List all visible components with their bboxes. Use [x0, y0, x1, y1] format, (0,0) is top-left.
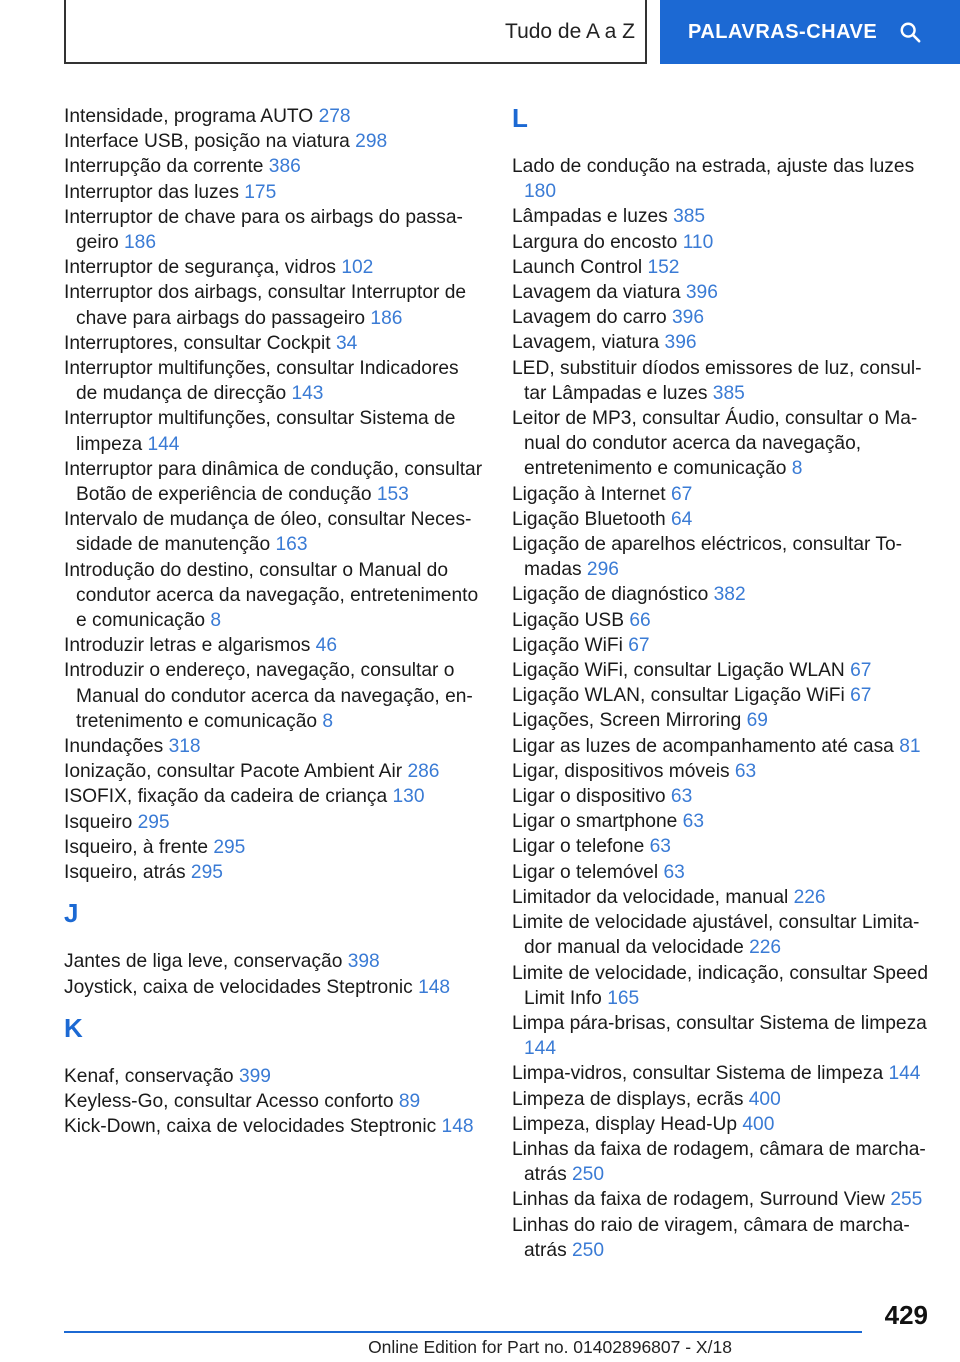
index-entry-text: Lado de condução na estrada, ajuste das luzes	[512, 156, 915, 177]
index-entry	[64, 633, 484, 658]
index-entry	[64, 255, 484, 280]
index-entry-text: Ligação de diagnóstico	[512, 584, 714, 606]
index-entry	[64, 860, 484, 885]
index-entry	[64, 759, 484, 784]
page-link[interactable]: 400	[748, 1088, 781, 1110]
footer-edition: Online Edition for Part no. 01402896807 - X/18	[368, 1337, 732, 1357]
index-entry	[64, 835, 484, 860]
index-entry-text: Introdução do destino, consultar o Manual do condutor acerca da navegação, entretenimento e comunicação	[64, 559, 479, 632]
page-link[interactable]: 110	[682, 231, 714, 253]
index-list-k	[64, 1064, 484, 1140]
index-entry-text: Joystick, caixa de velocidades Steptronic	[64, 976, 419, 998]
index-entry	[512, 507, 932, 532]
page-link[interactable]: 165	[607, 987, 640, 1009]
index-entry-text: Interface USB, posição na viatura	[64, 131, 356, 153]
index-entry	[512, 910, 932, 960]
index-entry	[512, 532, 932, 582]
index-column-right	[512, 104, 932, 1263]
page-link[interactable]: 8	[210, 610, 222, 632]
index-entry-text: Interruptor para dinâmica de condução, consultar Botão de experiência de condução	[64, 458, 483, 506]
page-link[interactable]: 295	[190, 862, 223, 884]
section-letter-k: K	[64, 1012, 83, 1043]
page-link[interactable]: 8	[791, 458, 803, 480]
index-entry	[512, 759, 932, 784]
page-link[interactable]: 67	[670, 483, 693, 505]
index-entry	[512, 633, 932, 658]
index-entry-text: Ionização, consultar Pacote Ambient Air	[64, 761, 408, 783]
page-link[interactable]: 148	[418, 976, 451, 998]
index-entry	[64, 104, 484, 129]
index-entry	[512, 406, 932, 482]
index-entry-text: Limite de velocidade ajustável, consultar Limitador manual da velocidade	[512, 912, 920, 959]
index-entry-text: Ligação de aparelhos eléctricos, consultar Tomadas	[512, 534, 903, 581]
index-entry-text: Launch Control	[512, 256, 648, 278]
index-entry	[512, 280, 932, 305]
index-entry-text: ISOFIX, fixação da cadeira de criança	[64, 786, 393, 808]
page-link[interactable]: 298	[355, 131, 388, 153]
page-link[interactable]: 8	[322, 710, 334, 732]
index-entry-text: Interruptor multifunções, consultar Indicadores de mudança de direcção	[64, 358, 459, 405]
tab-keywords-label: PALAVRAS-CHAVE	[688, 20, 878, 43]
index-list-l	[512, 154, 932, 1263]
page-link[interactable]: 130	[392, 786, 425, 808]
index-entry-text: Kenaf, conservação	[64, 1065, 239, 1087]
index-entry	[64, 658, 484, 734]
page-link[interactable]: 163	[275, 534, 308, 556]
index-entry-text: Kick-Down, caixa de velocidades Steptronic	[64, 1116, 442, 1138]
page-link[interactable]: 180	[524, 181, 557, 203]
index-entry	[512, 658, 932, 683]
index-entry-text: LED, substituir díodos emissores de luz, consultar Lâmpadas e luzes	[512, 357, 922, 404]
index-entry-text: Limpa-vidros, consultar Sistema de limpeza	[512, 1063, 889, 1085]
index-entry	[512, 230, 932, 255]
index-entry	[512, 809, 932, 834]
page-link[interactable]: 385	[673, 206, 706, 228]
index-entry-text: Lavagem do carro	[512, 307, 672, 329]
index-entry	[512, 255, 932, 280]
index-entry-text: Lavagem da viatura	[512, 282, 686, 304]
index-entry-text: Ligar, dispositivos móveis	[512, 760, 735, 782]
page-link[interactable]: 144	[888, 1063, 921, 1085]
index-entry	[64, 280, 484, 330]
page-link[interactable]: 143	[291, 383, 324, 405]
index-entry	[512, 356, 932, 406]
search-icon	[899, 21, 921, 43]
page-link[interactable]: 226	[793, 886, 826, 908]
index-entry	[64, 129, 484, 154]
page-link[interactable]: 64	[670, 508, 693, 530]
index-entry-text: Inundações	[64, 736, 169, 758]
page-link[interactable]: 250	[572, 1239, 605, 1261]
page-link[interactable]: 81	[899, 735, 921, 757]
page-link[interactable]: 286	[407, 761, 440, 783]
index-entry	[64, 1064, 484, 1089]
index-entry	[64, 810, 484, 835]
page-link[interactable]: 144	[147, 433, 180, 455]
index-entry-text: Interruptor de chave para os airbags do passageiro	[64, 206, 463, 254]
index-entry	[512, 154, 932, 204]
index-entry	[512, 961, 932, 1011]
index-list-j	[64, 949, 484, 999]
index-entry-text: Limpa pára-brisas, consultar Sistema de limpeza	[512, 1012, 927, 1034]
index-entry	[512, 784, 932, 809]
index-entry-text: Interruptores, consultar Cockpit	[64, 332, 336, 354]
index-entry	[512, 608, 932, 633]
index-entry	[512, 708, 932, 733]
index-entry	[64, 558, 484, 634]
index-entry	[512, 305, 932, 330]
index-entry-text: Ligar o telefone	[512, 836, 650, 858]
index-entry-text: Interruptor de segurança, vidros	[64, 257, 342, 279]
index-entry-text: Isqueiro, à frente	[64, 836, 214, 858]
index-entry	[64, 1089, 484, 1114]
index-entry-text: Ligar as luzes de acompanhamento até casa	[512, 735, 900, 757]
index-entry	[512, 482, 932, 507]
index-entry	[64, 205, 484, 255]
index-entry-text: Ligação USB	[512, 609, 630, 631]
index-entry-text: Introduzir o endereço, navegação, consultar o Manual do condutor acerca da navegação, entretenimento e comunicação	[64, 660, 473, 732]
index-entry	[512, 734, 932, 759]
page-link[interactable]: 295	[137, 811, 170, 833]
page-link[interactable]: 63	[670, 786, 693, 808]
page-link[interactable]: 148	[441, 1116, 474, 1138]
page-link[interactable]: 255	[890, 1189, 923, 1211]
index-entry	[512, 1213, 932, 1263]
index-entry-text: Interrupção da corrente	[64, 156, 269, 178]
index-entry-text: Introduzir letras e algarismos	[64, 635, 316, 657]
page-link[interactable]: 175	[244, 181, 277, 203]
page-link[interactable]: 399	[238, 1065, 271, 1087]
page-link[interactable]: 67	[850, 660, 872, 682]
index-entry	[64, 154, 484, 179]
page-link[interactable]: 153	[376, 484, 409, 506]
index-entry	[512, 204, 932, 229]
section-letter-l: L	[512, 103, 528, 133]
index-entry	[64, 507, 484, 557]
footer-rule	[64, 1331, 862, 1333]
index-entry	[64, 180, 484, 205]
index-entry-text: Linhas do raio de viragem, câmara de marcha-atrás	[512, 1214, 910, 1261]
index-entry-text: Ligar o dispositivo	[512, 786, 671, 808]
page-link[interactable]: 63	[734, 760, 757, 782]
page-link[interactable]: 186	[370, 307, 403, 329]
section-letter-j: J	[64, 898, 79, 929]
index-list-i	[64, 104, 484, 885]
page-link[interactable]: 144	[524, 1038, 557, 1060]
page-link[interactable]: 226	[749, 937, 782, 959]
index-entry-text: Intervalo de mudança de óleo, consultar Necessidade de manutenção	[64, 509, 472, 556]
page-link[interactable]: 278	[318, 106, 351, 127]
page-link[interactable]: 295	[213, 836, 246, 858]
index-entry-text: Interruptor dos airbags, consultar Interruptor de chave para airbags do passageiro	[64, 282, 467, 329]
index-entry-text: Isqueiro	[64, 811, 138, 833]
index-entry	[512, 1011, 932, 1061]
page-link[interactable]: 63	[663, 861, 685, 883]
index-entry-text: Jantes de liga leve, conservação	[64, 951, 348, 973]
index-entry-text: Largura do encosto	[512, 231, 683, 253]
index-entry-text: Ligação WLAN, consultar Ligação WiFi	[512, 685, 851, 707]
index-column-left	[64, 104, 484, 1139]
index-entry	[64, 784, 484, 809]
page-link[interactable]: 67	[850, 685, 872, 707]
page-link[interactable]: 385	[712, 382, 745, 404]
page-link[interactable]: 63	[649, 836, 671, 858]
page-link[interactable]: 186	[124, 232, 157, 254]
index-entry	[64, 406, 484, 456]
index-entry	[512, 1087, 932, 1112]
index-entry	[512, 330, 932, 355]
index-entry-text: Interruptor das luzes	[64, 181, 245, 203]
page-link[interactable]: 152	[647, 256, 680, 278]
page-link[interactable]: 89	[398, 1090, 421, 1112]
index-entry-text: Limite de velocidade, indicação, consultar Speed Limit Info	[512, 962, 928, 1009]
page-link[interactable]: 250	[572, 1164, 605, 1186]
page-link[interactable]: 400	[742, 1113, 775, 1135]
index-entry-text: Limpeza de displays, ecrãs	[512, 1088, 749, 1110]
page-link[interactable]: 34	[335, 332, 358, 354]
index-entry	[512, 1187, 932, 1212]
page-link[interactable]: 46	[315, 635, 338, 657]
page-link[interactable]: 396	[671, 307, 704, 329]
index-entry-text: Ligações, Screen Mirroring	[512, 710, 747, 732]
page-link[interactable]: 67	[628, 634, 650, 656]
index-entry	[512, 1112, 932, 1137]
page-link[interactable]: 386	[268, 156, 301, 178]
tab-a-to-z-label: Tudo de A a Z	[505, 20, 635, 43]
tab-keywords[interactable]	[660, 0, 960, 64]
index-entry-text: Limpeza, display Head-Up	[512, 1113, 743, 1135]
page-link[interactable]: 102	[341, 257, 374, 279]
index-entry	[512, 582, 932, 607]
index-entry-text: Lavagem, viatura	[512, 332, 665, 354]
page-link[interactable]: 63	[682, 811, 704, 833]
index-entry	[512, 885, 932, 910]
index-entry	[64, 949, 484, 974]
index-entry	[512, 1061, 932, 1086]
index-entry-text: Lâmpadas e luzes	[512, 206, 674, 228]
index-entry	[64, 331, 484, 356]
index-entry	[512, 860, 932, 885]
index-entry-text: Ligação Bluetooth	[512, 508, 671, 530]
index-entry-text: Intensidade, programa AUTO	[64, 106, 319, 127]
index-entry	[64, 457, 484, 507]
page-link[interactable]: 296	[586, 559, 619, 581]
index-entry-text: Ligação WiFi	[512, 634, 629, 656]
index-entry-text: Linhas da faixa de rodagem, Surround View	[512, 1189, 891, 1211]
index-entry	[64, 734, 484, 759]
index-entry-text: Linhas da faixa de rodagem, câmara de marcha-atrás	[512, 1138, 926, 1186]
index-entry-text: Ligação à Internet	[512, 483, 671, 505]
index-entry-text: Limitador da velocidade, manual	[512, 886, 794, 908]
index-entry-text: Ligar o telemóvel	[512, 861, 664, 883]
tab-a-to-z[interactable]	[466, 0, 647, 64]
page-link[interactable]: 382	[713, 584, 746, 606]
page-link[interactable]: 66	[629, 609, 651, 631]
index-entry	[512, 834, 932, 859]
index-entry-text: Interruptor multifunções, consultar Sistema de limpeza	[64, 408, 456, 455]
index-entry	[64, 356, 484, 406]
page-link[interactable]: 69	[746, 710, 768, 732]
index-entry	[64, 975, 484, 1000]
page-link[interactable]: 318	[168, 736, 201, 758]
index-entry-text: Leitor de MP3, consultar Áudio, consultar o Manual do condutor acerca da navegação, entretenimento e comunicação	[512, 408, 918, 480]
index-entry-text: Ligação WiFi, consultar Ligação WLAN	[512, 660, 851, 682]
index-entry-text: Ligar o smartphone	[512, 811, 683, 833]
index-entry	[512, 683, 932, 708]
index-entry-text: Isqueiro, atrás	[64, 862, 191, 884]
index-entry	[64, 1114, 484, 1139]
index-entry-text: Keyless-Go, consultar Acesso conforto	[64, 1090, 399, 1112]
page-link[interactable]: 396	[664, 332, 697, 354]
page-link[interactable]: 396	[685, 282, 718, 304]
page-number: 429	[884, 1300, 928, 1330]
index-entry	[512, 1137, 932, 1187]
header-divider	[64, 0, 66, 64]
page-link[interactable]: 398	[347, 951, 380, 973]
